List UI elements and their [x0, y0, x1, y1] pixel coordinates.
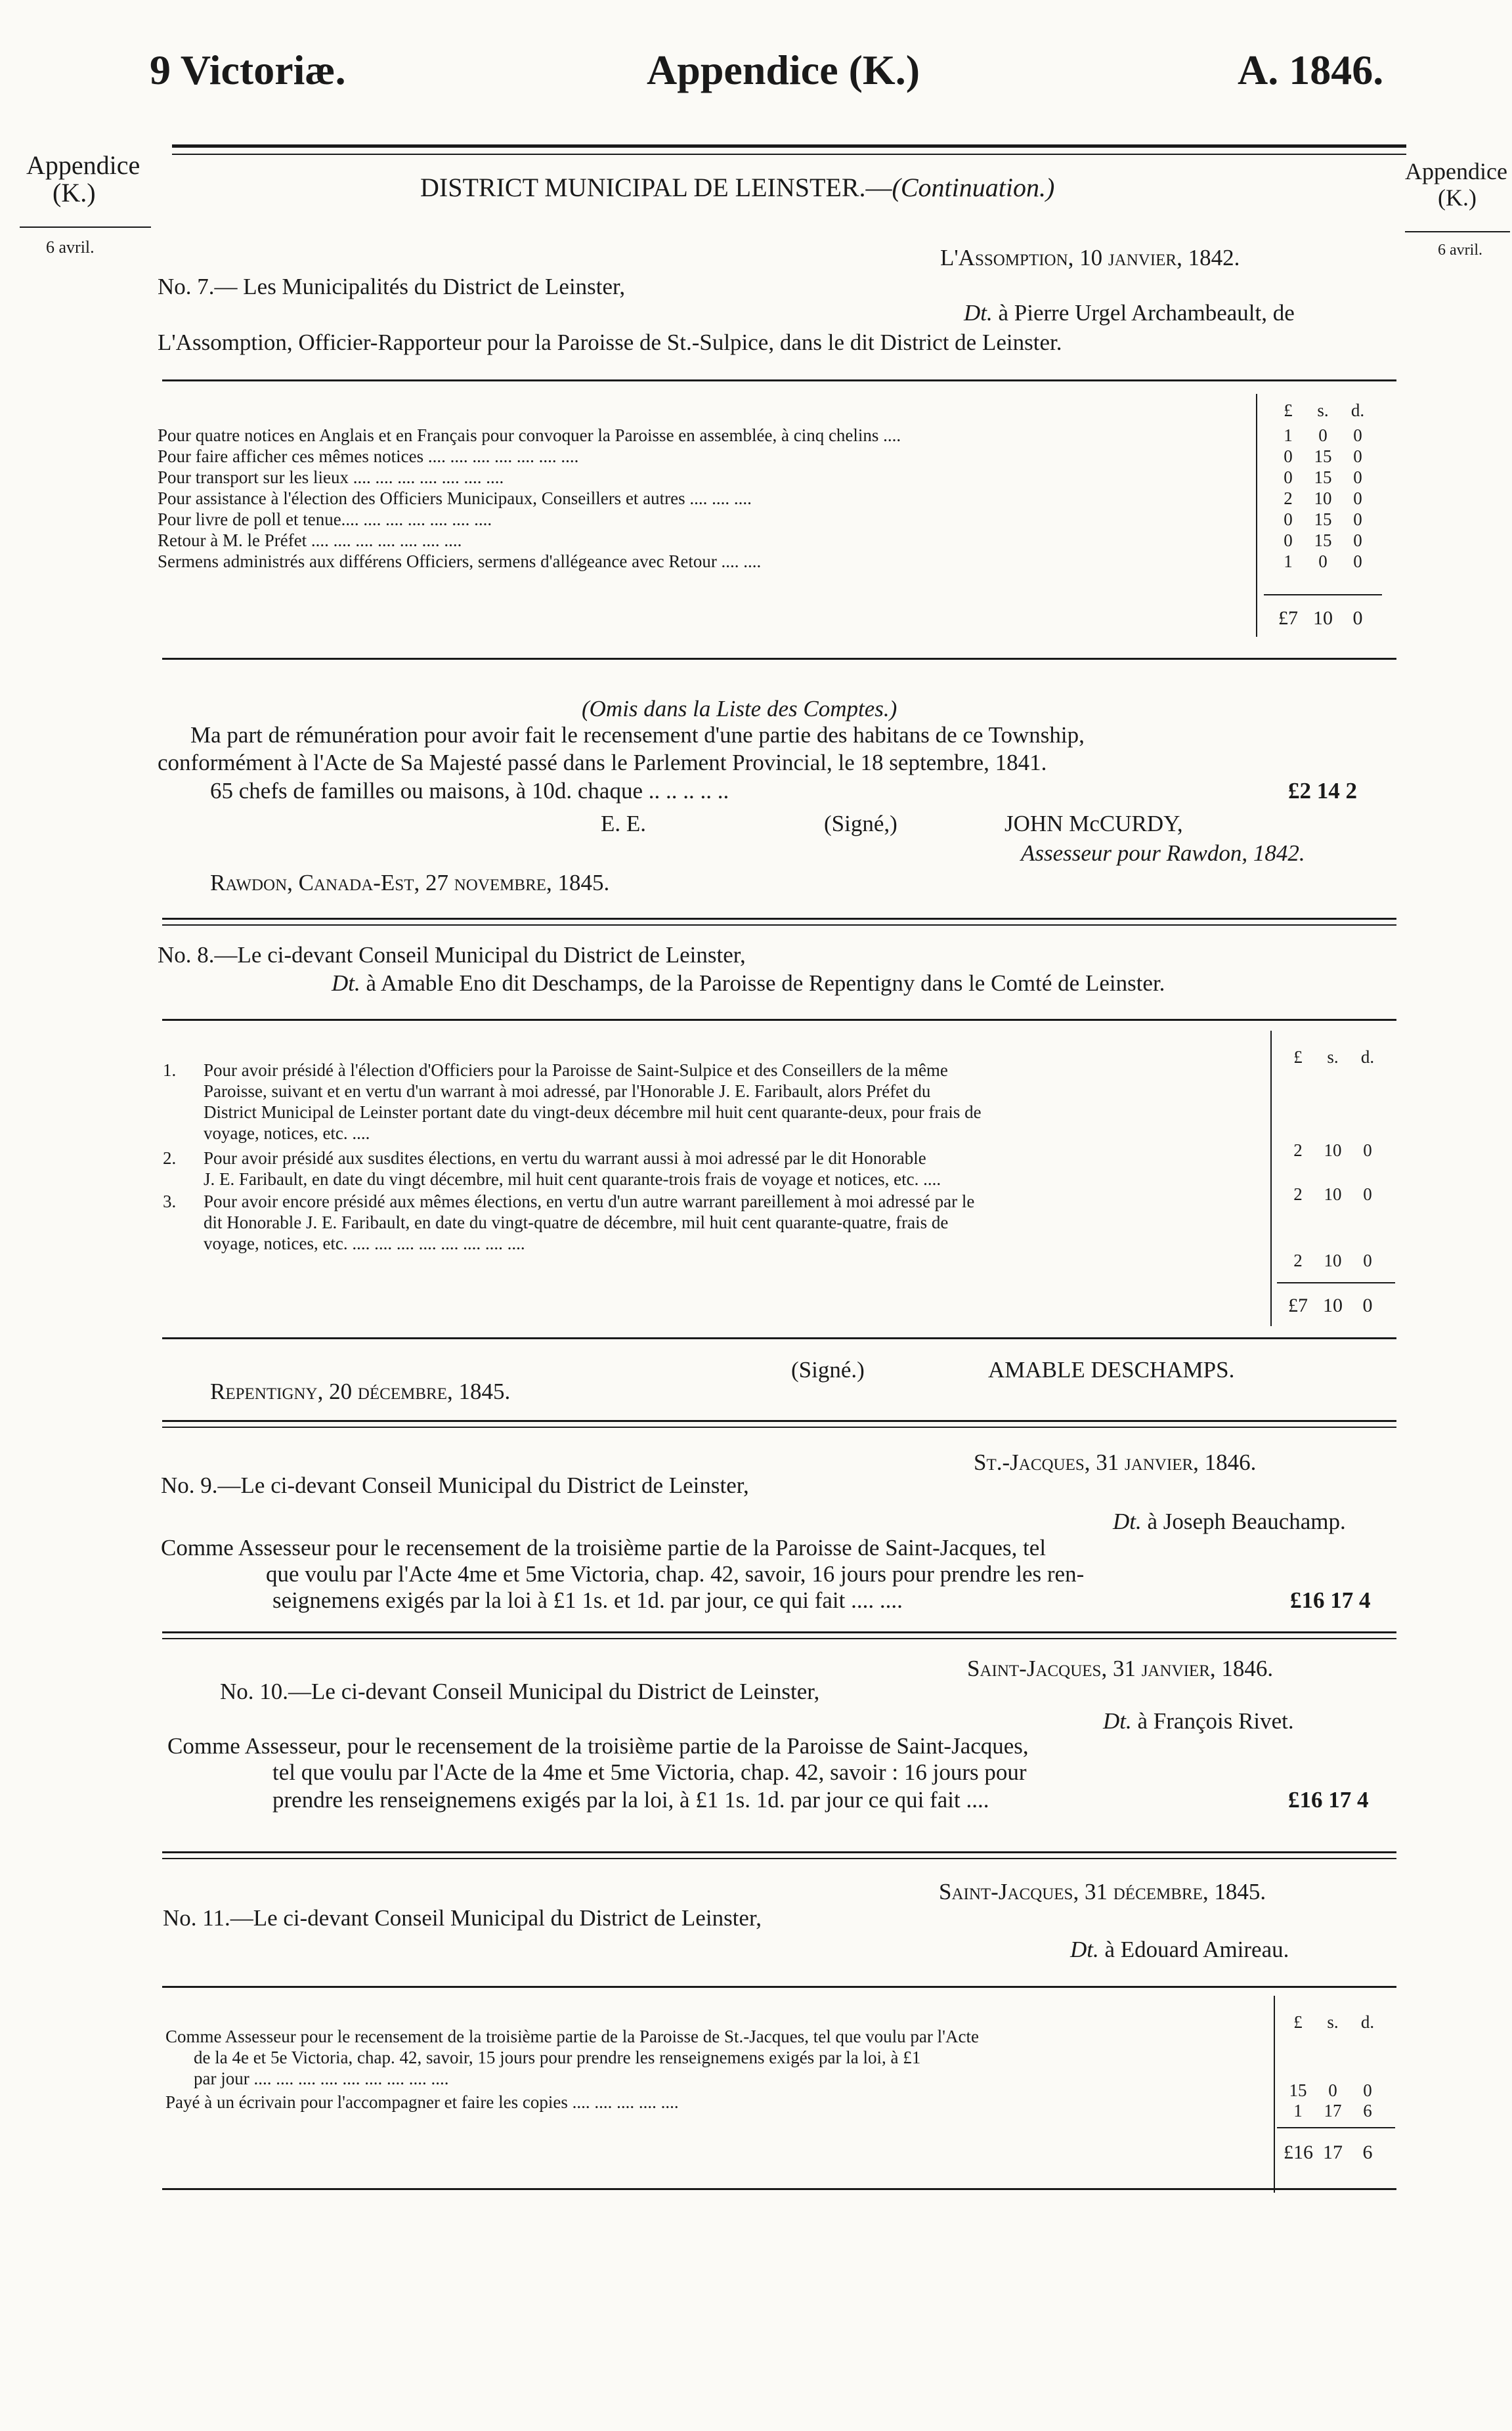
s8-signed: (Signé.) — [791, 1357, 865, 1383]
s8-col-s: s. — [1327, 1047, 1339, 1067]
s7-item: Pour faire afficher ces mêmes notices .... .... .... .... .... .... .... — [158, 446, 579, 466]
margin-right-bracket — [1405, 231, 1510, 232]
header-right: A. 1846. — [1238, 47, 1384, 93]
amt-l: 0 — [1284, 530, 1293, 550]
s7-place: L'Assomption, 10 janvier, 1842. — [940, 245, 1240, 270]
s10-line1: No. 10.—Le ci-devant Conseil Municipal du District de Leinster, — [220, 1679, 820, 1704]
s10-text-2: tel que voulu par l'Acte de la 4me et 5me Victoria, chap. 42, savoir : 16 jours pour — [272, 1759, 1027, 1785]
margin-left-sub: (K.) — [53, 178, 96, 207]
total-d: 0 — [1352, 607, 1363, 629]
s7-cols — [1274, 400, 1372, 421]
s7-amt — [1274, 446, 1372, 467]
amt-d: 0 — [1363, 1140, 1372, 1160]
s8-amt — [1284, 1140, 1382, 1161]
s8-item-num: 3. — [163, 1192, 177, 1211]
amt-l: 0 — [1284, 509, 1293, 529]
s9-debit-mark: Dt. — [1113, 1509, 1142, 1534]
s8-payee: à Amable Eno dit Deschamps, de la Paroisse de Repentigny dans le Comté de Leinster. — [366, 970, 1165, 996]
s11-amt — [1284, 2101, 1382, 2121]
s8-item-line: Pour avoir présidé à l'élection d'Officiers pour la Paroisse de Saint-Sulpice et des Conseillers de la même — [204, 1060, 948, 1080]
amt-s: 15 — [1314, 467, 1332, 487]
amt-s: 10 — [1324, 1184, 1342, 1204]
s10-line2 — [1103, 1708, 1294, 1734]
s9-text-1: Comme Assesseur pour le recensement de la troisième partie de la Paroisse de Saint-Jacques, tel — [161, 1535, 1047, 1560]
total-l: £7 — [1278, 607, 1298, 629]
s7-col-s: s. — [1317, 400, 1329, 420]
s11-table-bottom — [162, 2188, 1396, 2190]
s11-line1: No. 11.—Le ci-devant Conseil Municipal du District de Leinster, — [163, 1905, 762, 1931]
s8-line2 — [332, 970, 1165, 997]
margin-left-label: Appendice — [26, 150, 140, 180]
s9-rule-2 — [162, 1638, 1396, 1639]
s7-total — [1274, 607, 1372, 630]
s10-debit-mark: Dt. — [1103, 1708, 1132, 1734]
s7-amt — [1274, 467, 1372, 488]
margin-right-sub: (K.) — [1438, 184, 1477, 211]
s10-amount: £16 17 4 — [1288, 1787, 1369, 1813]
header-center: Appendice (K.) — [647, 47, 920, 93]
amt-s: 0 — [1318, 551, 1328, 571]
amt-l: 0 — [1284, 467, 1293, 487]
s11-col-l: £ — [1293, 2012, 1303, 2032]
s7-table-divider — [1256, 394, 1257, 637]
omis-signed: (Signé,) — [824, 811, 897, 836]
omis-line1: Ma part de rémunération pour avoir fait le recensement d'une partie des habitans de ce Township, — [190, 722, 1085, 748]
s7-amt — [1274, 551, 1372, 572]
s9-payee: à Joseph Beauchamp. — [1147, 1509, 1346, 1534]
omis-line2: conformément à l'Acte de Sa Majesté passé dans le Parlement Provincial, le 18 septembre, 1841. — [158, 750, 1047, 775]
s8-total — [1284, 1295, 1382, 1317]
s7-amt — [1274, 488, 1372, 509]
s11-item-line: par jour .... .... .... .... .... .... .... .... .... — [194, 2069, 449, 2088]
amt-s: 0 — [1328, 2080, 1337, 2100]
amt-d: 0 — [1353, 446, 1362, 466]
s11-sum-rule — [1277, 2127, 1395, 2128]
total-d: 6 — [1362, 2141, 1373, 2163]
omis-title: (Omis dans la Liste des Comptes.) — [582, 696, 897, 721]
amt-s: 15 — [1314, 530, 1332, 550]
s8-table-divider — [1270, 1031, 1272, 1326]
s10-place: Saint-Jacques, 31 janvier, 1846. — [967, 1656, 1274, 1681]
s8-table-top — [162, 1019, 1396, 1021]
s8-item-line: voyage, notices, etc. .... — [204, 1123, 370, 1143]
s8-sum-rule — [1277, 1282, 1395, 1283]
s9-place: St.-Jacques, 31 janvier, 1846. — [974, 1450, 1257, 1475]
total-s: 17 — [1323, 2141, 1343, 2163]
s11-col-d: d. — [1360, 2012, 1375, 2032]
s11-line2 — [1070, 1937, 1289, 1963]
s11-table-divider — [1274, 1996, 1275, 2193]
header-left: 9 Victoriæ. — [150, 47, 346, 93]
s7-amt — [1274, 530, 1372, 551]
s8-signatory: AMABLE DESCHAMPS. — [988, 1357, 1235, 1383]
amt-d: 0 — [1353, 425, 1362, 445]
amt-d: 0 — [1353, 467, 1362, 487]
s8-col-d: d. — [1360, 1047, 1375, 1067]
amt-s: 15 — [1314, 509, 1332, 529]
s9-text-3: seignemens exigés par la loi à £1 1s. et 1d. par jour, ce qui fait .... .... — [272, 1587, 903, 1613]
amt-s: 0 — [1318, 425, 1328, 445]
s8-item-num: 2. — [163, 1148, 177, 1168]
margin-right-date: 6 avril. — [1438, 242, 1482, 259]
s11-place: Saint-Jacques, 31 décembre, 1845. — [939, 1879, 1266, 1904]
s7-col-d: d. — [1350, 400, 1365, 420]
s9-amount: £16 17 4 — [1290, 1587, 1371, 1613]
s9-line2 — [1113, 1509, 1346, 1535]
s10-payee: à François Rivet. — [1137, 1708, 1294, 1734]
amt-l: 1 — [1284, 425, 1293, 445]
s8-item-line: dit Honorable J. E. Faribault, en date du vingt-quatre de décembre, mil huit cent quarante-quatre, frais de — [204, 1213, 949, 1232]
s11-item-line: de la 4e et 5e Victoria, chap. 42, savoir, 15 jours pour prendre les renseignemens exigés par la loi, à £1 — [194, 2048, 921, 2067]
omis-rule-1 — [162, 918, 1396, 920]
s11-debit-mark: Dt. — [1070, 1937, 1099, 1962]
amt-l: 1 — [1293, 2101, 1303, 2120]
s7-item: Sermens administrés aux différens Officiers, sermens d'allégeance avec Retour .... .... — [158, 551, 762, 571]
s7-item: Pour livre de poll et tenue.... .... .... .... .... .... .... — [158, 509, 492, 529]
total-s: 10 — [1323, 1295, 1343, 1316]
omis-rule-2 — [162, 924, 1396, 926]
omis-amount: £2 14 2 — [1288, 778, 1357, 804]
s10-text-1: Comme Assesseur, pour le recensement de la troisième partie de la Paroisse de Saint-Jacques, — [167, 1733, 1029, 1759]
amt-l: 2 — [1293, 1251, 1303, 1270]
s9-rule-1 — [162, 1631, 1396, 1633]
s9-line1: No. 9.—Le ci-devant Conseil Municipal du District de Leinster, — [161, 1473, 749, 1498]
s8-line1: No. 8.—Le ci-devant Conseil Municipal du District de Leinster, — [158, 942, 746, 968]
amt-d: 0 — [1363, 1251, 1372, 1270]
s8-debit-mark: Dt. — [332, 970, 360, 996]
s8-item-line: Pour avoir encore présidé aux mêmes élections, en vertu d'un autre warrant pareillement à moi adressé par le — [204, 1192, 975, 1211]
s7-debit-mark: Dt. — [964, 300, 993, 326]
s8-amt — [1284, 1184, 1382, 1205]
s7-item: Pour quatre notices en Anglais et en Français pour convoquer la Paroisse en assemblée, à cinq chelins .... — [158, 425, 901, 445]
omis-initials: E. E. — [601, 811, 647, 836]
s8-rule-2 — [162, 1427, 1396, 1428]
amt-l: 2 — [1293, 1184, 1303, 1204]
amt-l: 2 — [1293, 1140, 1303, 1160]
s11-payee: à Edouard Amireau. — [1104, 1937, 1289, 1962]
margin-right-label: Appendice — [1405, 158, 1507, 184]
s10-rule-2 — [162, 1858, 1396, 1859]
omis-line3: 65 chefs de familles ou maisons, à 10d. chaque .. .. .. .. .. — [210, 778, 729, 804]
s7-table-top — [162, 379, 1396, 381]
total-l: £7 — [1288, 1295, 1308, 1316]
s11-col-s: s. — [1327, 2012, 1339, 2032]
s7-item: Pour transport sur les lieux .... .... .... .... .... .... .... — [158, 467, 504, 487]
amt-d: 0 — [1363, 2080, 1372, 2100]
s8-item-line: J. E. Faribault, en date du vingt décembre, mil huit cent quarante-trois frais de voyage et notices, etc. .... — [204, 1169, 941, 1189]
s8-item-line: voyage, notices, etc. .... .... .... .... .... .... .... .... — [204, 1234, 525, 1253]
amt-d: 0 — [1353, 509, 1362, 529]
amt-d: 0 — [1353, 530, 1362, 550]
s10-rule-1 — [162, 1851, 1396, 1853]
s8-table-bottom — [162, 1337, 1396, 1339]
s11-cols — [1284, 2012, 1382, 2033]
s7-amt — [1274, 509, 1372, 530]
s11-table-top — [162, 1986, 1396, 1988]
omis-role: Assesseur pour Rawdon, 1842. — [1021, 840, 1305, 866]
s8-item-line: Pour avoir présidé aux susdites élections, en vertu du warrant aussi à moi adressé par le dit Honorable — [204, 1148, 926, 1168]
margin-left-date: 6 avril. — [46, 238, 95, 257]
s7-sum-rule — [1264, 594, 1382, 595]
s8-item-line: District Municipal de Leinster portant date du vingt-deux décembre mil huit cent quarante-deux, pour frais de — [204, 1102, 982, 1122]
s7-item: Pour assistance à l'élection des Officiers Municipaux, Conseillers et autres .... .... .... — [158, 488, 752, 508]
amt-d: 0 — [1353, 488, 1362, 508]
margin-left-bracket — [20, 226, 151, 228]
total-l: £16 — [1284, 2141, 1313, 2163]
s8-rule-1 — [162, 1420, 1396, 1422]
s11-item-line: Comme Assesseur pour le recensement de la troisième partie de la Paroisse de St.-Jacques, tel que voulu par l'Acte — [165, 2027, 979, 2046]
total-s: 10 — [1313, 607, 1333, 629]
s7-payee: à Pierre Urgel Archambeault, de — [998, 300, 1295, 326]
amt-d: 6 — [1363, 2101, 1372, 2120]
s8-item-num: 1. — [163, 1060, 177, 1080]
section-title — [420, 172, 1054, 203]
s10-text-3: prendre les renseignemens exigés par la loi, à £1 1s. 1d. par jour ce qui fait .... — [272, 1787, 989, 1813]
amt-s: 10 — [1324, 1251, 1342, 1270]
amt-d: 0 — [1353, 551, 1362, 571]
s7-line1: No. 7.— Les Municipalités du District de Leinster, — [158, 274, 626, 299]
s8-amt — [1284, 1251, 1382, 1271]
amt-s: 17 — [1324, 2101, 1342, 2120]
header-rule-1 — [172, 144, 1406, 148]
s7-line3: L'Assomption, Officier-Rapporteur pour la Paroisse de St.-Sulpice, dans le dit District de Leinster. — [158, 330, 1062, 355]
amt-d: 0 — [1363, 1184, 1372, 1204]
amt-s: 10 — [1324, 1140, 1342, 1160]
section-title-main: DISTRICT MUNICIPAL DE LEINSTER.— — [420, 173, 892, 202]
s8-item-line: Paroisse, suivant et en vertu d'un warrant à moi adressé, par l'Honorable J. E. Faribault, alors Préfet du — [204, 1081, 931, 1101]
s8-place: Repentigny, 20 décembre, 1845. — [210, 1379, 511, 1404]
amt-s: 10 — [1314, 488, 1332, 508]
s7-amt — [1274, 425, 1372, 446]
omis-signatory: JOHN McCURDY, — [1004, 811, 1183, 836]
s11-total — [1284, 2141, 1382, 2164]
amt-l: 15 — [1289, 2080, 1307, 2100]
s11-amt — [1284, 2080, 1382, 2101]
s7-table-bottom — [162, 658, 1396, 660]
amt-l: 2 — [1284, 488, 1293, 508]
s8-cols — [1284, 1047, 1382, 1067]
header-rule-2 — [172, 154, 1406, 155]
total-d: 0 — [1362, 1295, 1373, 1316]
s7-col-l: £ — [1284, 400, 1293, 420]
amt-l: 0 — [1284, 446, 1293, 466]
section-title-cont: (Continuation.) — [892, 173, 1055, 202]
s8-col-l: £ — [1293, 1047, 1303, 1067]
omis-place: Rawdon, Canada-Est, 27 novembre, 1845. — [210, 870, 610, 895]
s7-line2 — [964, 300, 1295, 326]
s9-text-2: que voulu par l'Acte 4me et 5me Victoria, chap. 42, savoir, 16 jours pour prendre les ren- — [266, 1561, 1085, 1587]
s11-item-line: Payé à un écrivain pour l'accompagner et faire les copies .... .... .... .... .... — [165, 2092, 679, 2112]
amt-l: 1 — [1284, 551, 1293, 571]
amt-s: 15 — [1314, 446, 1332, 466]
s7-item: Retour à M. le Préfet .... .... .... .... .... .... .... — [158, 530, 462, 550]
